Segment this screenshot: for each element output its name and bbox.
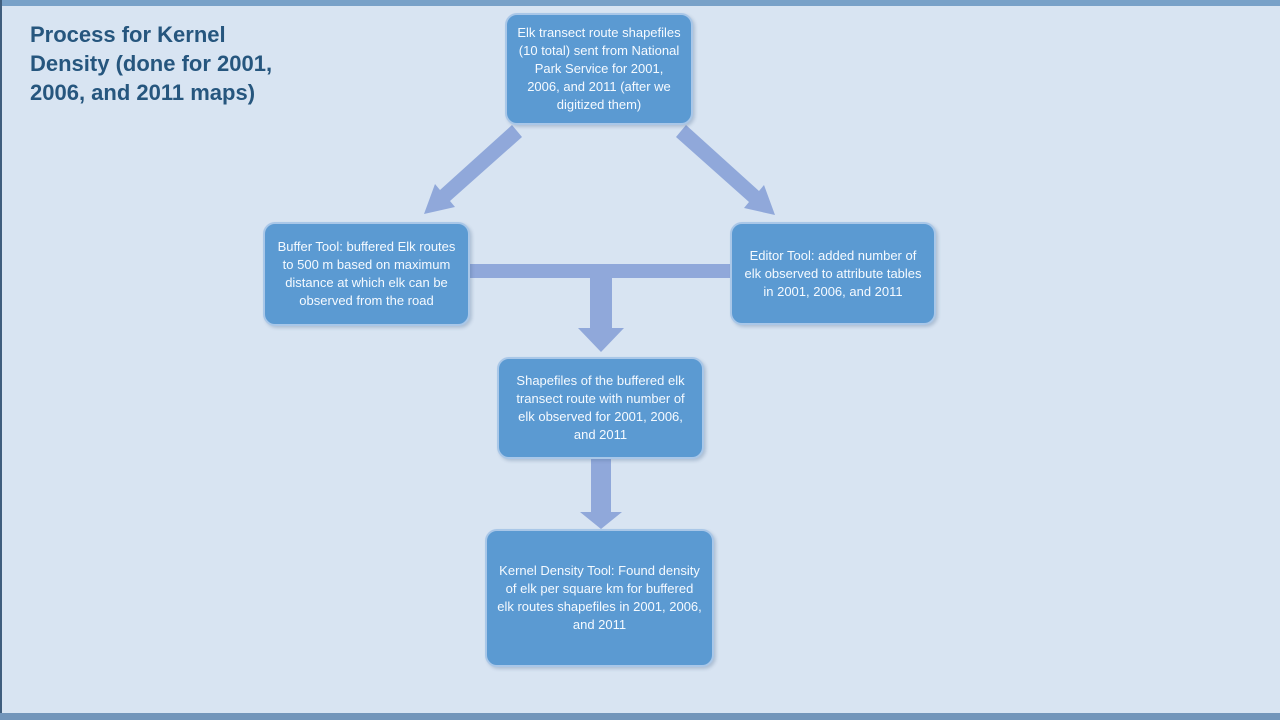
- left-edge-line: [0, 0, 2, 720]
- flow-node-buffer-tool: [263, 222, 470, 326]
- flow-node-kernel-density-tool: [485, 529, 714, 667]
- slide-title-line-3: 2006, and 2011 maps): [30, 80, 256, 105]
- connector-horizontal-bar: [470, 264, 730, 278]
- slide-title-line-1: Process for Kernel: [30, 22, 226, 47]
- connector-middle-to-bottom-shaft: [591, 459, 611, 512]
- flow-node-editor-tool: [730, 222, 936, 325]
- flow-node-text: Kernel Density Tool: Found density of elk per square km for buffered elk routes shapefiles in 2001, 2006, and 2011: [497, 563, 702, 632]
- slide-title-line-2: Density (done for 2001,: [30, 51, 273, 76]
- top-accent-bar: [0, 0, 1280, 6]
- flow-node-text: Elk transect route shapefiles (10 total) sent from National Park Service for 2001, 2006, and 2011 (after we digitized them): [517, 25, 681, 112]
- arrow-top-to-right-icon: [676, 125, 775, 215]
- slide-title: [30, 20, 310, 107]
- bottom-accent-bar: [0, 713, 1280, 720]
- arrow-top-to-left-icon: [424, 125, 522, 214]
- arrow-down-to-bottom-icon: [580, 512, 622, 529]
- connector-vertical-shaft: [590, 264, 612, 328]
- flow-node-buffered-shapefiles: [497, 357, 704, 459]
- flow-node-text: Editor Tool: added number of elk observed to attribute tables in 2001, 2006, and 2011: [744, 247, 922, 299]
- flow-node-text: Buffer Tool: buffered Elk routes to 500 m based on maximum distance at which elk can be observed from the road: [277, 239, 456, 308]
- arrow-down-to-middle-icon: [578, 328, 624, 352]
- flow-node-elk-transect-shapefiles: [505, 13, 693, 125]
- flow-node-text: Shapefiles of the buffered elk transect route with number of elk observed for 2001, 2006, and 2011: [516, 373, 685, 442]
